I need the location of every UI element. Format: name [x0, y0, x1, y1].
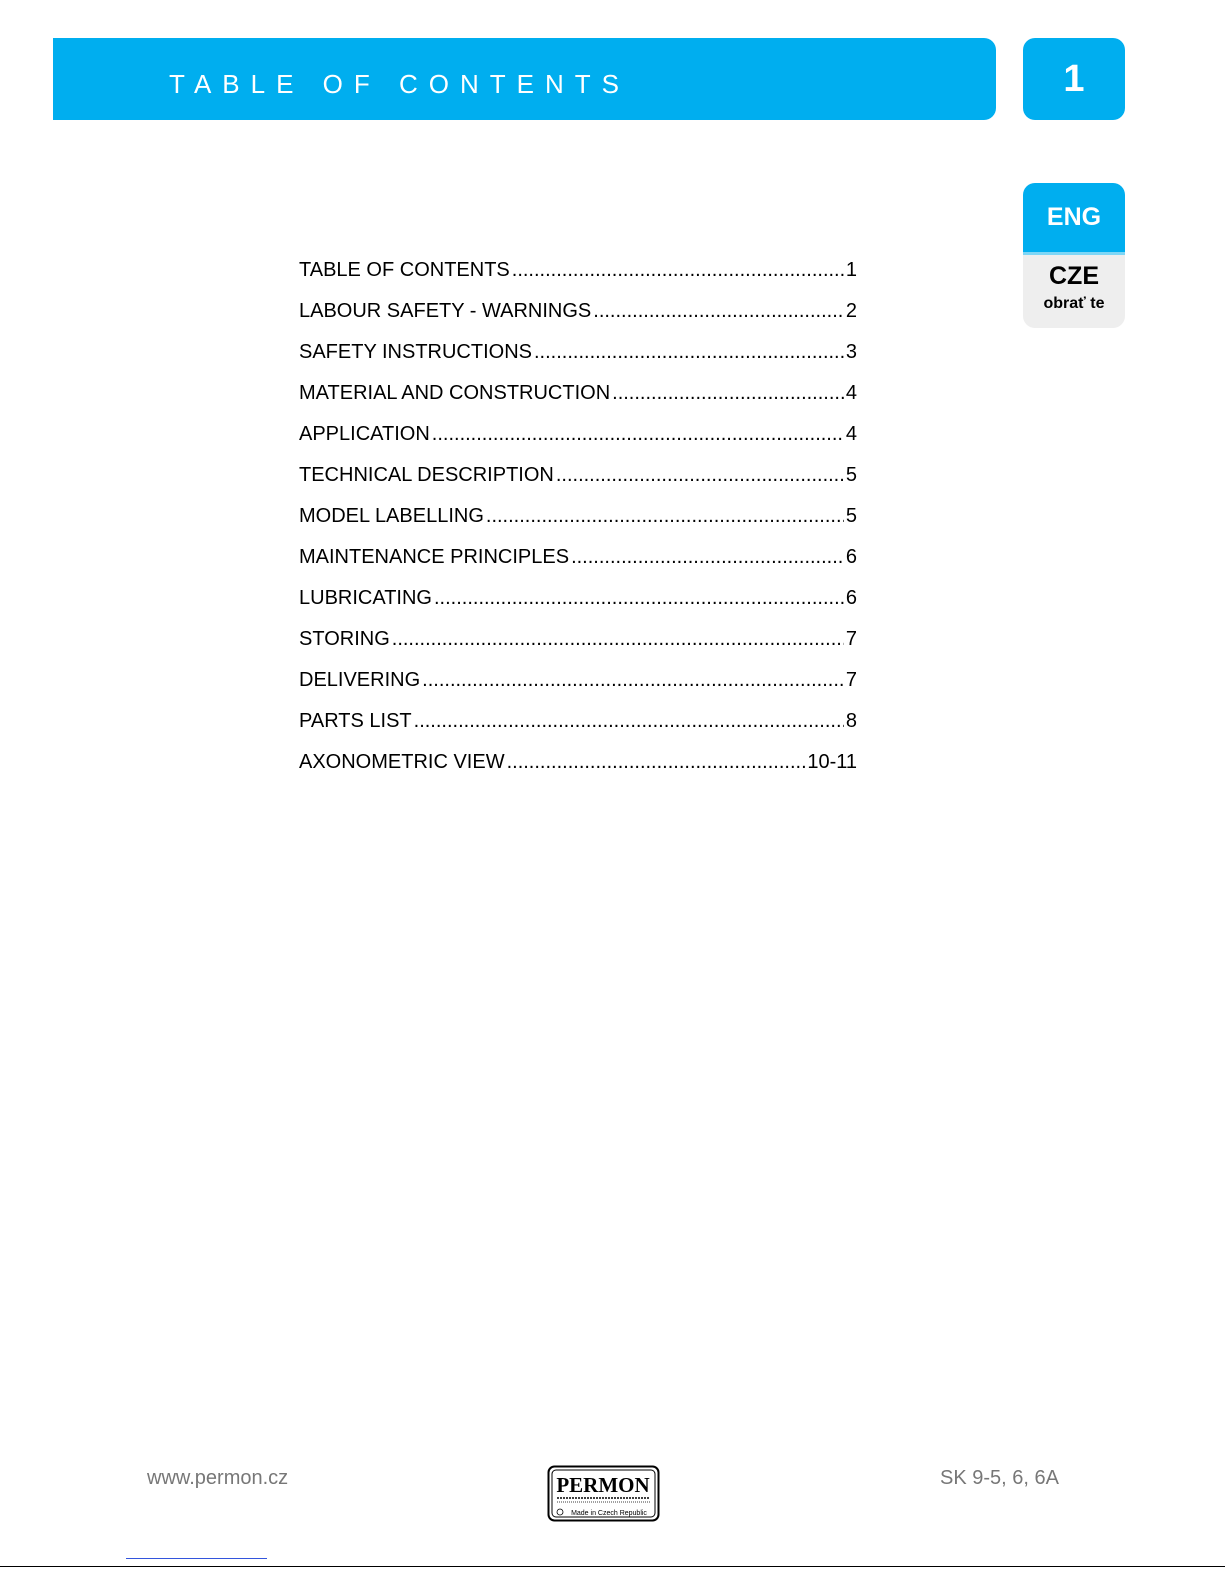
toc-entry-label: DELIVERING [299, 669, 421, 691]
toc-entry-label: SAFETY INSTRUCTIONS [299, 341, 532, 363]
toc-leader-dots [392, 628, 844, 651]
toc-entry[interactable] [299, 341, 857, 382]
language-cze-hint: obrať te [1043, 295, 1105, 312]
toc-entry-page: 6 [845, 587, 857, 609]
toc-entry-page: 10-11 [807, 751, 857, 773]
toc-entry-label: APPLICATION [299, 423, 430, 445]
toc-entry[interactable] [299, 546, 857, 587]
logo-made-in: Made in Czech Republic [571, 1510, 647, 1517]
toc-entry-label: AXONOMETRIC VIEW [299, 751, 505, 773]
toc-entry[interactable] [299, 423, 857, 464]
toc-leader-dots [486, 505, 844, 528]
toc-entry-page: 2 [845, 300, 857, 322]
toc-entry[interactable] [299, 751, 857, 792]
toc-entry-page: 5 [845, 505, 857, 527]
toc-leader-dots [556, 464, 844, 487]
toc-entry-page: 5 [845, 464, 857, 486]
header-bar [53, 38, 996, 120]
toc-entry-label: PARTS LIST [299, 710, 412, 732]
toc-entry[interactable] [299, 710, 857, 751]
page-number-badge: 1 [1023, 38, 1125, 120]
toc-entry-label: MAINTENANCE PRINCIPLES [299, 546, 570, 568]
language-switcher [1023, 183, 1125, 328]
toc-entry[interactable] [299, 669, 857, 710]
footer-model-code: SK 9-5, 6, 6A [940, 1467, 1059, 1489]
toc-entry-label: TABLE OF CONTENTS [299, 259, 510, 281]
page-title: TABLE OF CONTENTS [169, 69, 630, 99]
toc-entry-page: 4 [845, 423, 857, 445]
toc-entry-label: LABOUR SAFETY - WARNINGS [299, 300, 592, 322]
toc-entry-page: 7 [845, 669, 857, 691]
toc-entry[interactable] [299, 587, 857, 628]
toc-leader-dots [571, 546, 844, 569]
toc-entry[interactable] [299, 259, 857, 300]
toc-entry[interactable] [299, 464, 857, 505]
toc-entry-page: 7 [845, 628, 857, 650]
toc-leader-dots [507, 751, 806, 774]
page-bottom-rule [0, 1566, 1225, 1567]
toc-leader-dots [422, 669, 844, 692]
toc-leader-dots [534, 341, 844, 364]
footer-website-link[interactable]: www.permon.cz [147, 1467, 289, 1489]
language-cze-tab[interactable]: CZE [1049, 262, 1099, 290]
toc-entry[interactable] [299, 505, 857, 546]
toc-entry-page: 6 [845, 546, 857, 568]
toc-leader-dots [593, 300, 844, 323]
toc-entry[interactable] [299, 300, 857, 341]
language-eng-tab[interactable]: ENG [1023, 183, 1125, 255]
toc-leader-dots [434, 587, 844, 610]
table-of-contents [299, 259, 857, 792]
toc-entry-label: LUBRICATING [299, 587, 432, 609]
toc-entry-page: 4 [845, 382, 857, 404]
permon-logo [547, 1465, 660, 1522]
toc-leader-dots [414, 710, 844, 733]
toc-leader-dots [432, 423, 844, 446]
toc-leader-dots [512, 259, 844, 282]
logo-wordmark: PERMON [556, 1473, 650, 1497]
toc-entry[interactable] [299, 628, 857, 669]
toc-entry-page: 1 [845, 259, 857, 281]
toc-entry-page: 3 [845, 341, 857, 363]
toc-entry-page: 8 [845, 710, 857, 732]
toc-entry[interactable] [299, 382, 857, 423]
toc-entry-label: STORING [299, 628, 390, 650]
toc-leader-dots [612, 382, 844, 405]
toc-entry-label: MATERIAL AND CONSTRUCTION [299, 382, 611, 404]
footer-link-underline [126, 1558, 267, 1559]
toc-entry-label: TECHNICAL DESCRIPTION [299, 464, 554, 486]
toc-entry-label: MODEL LABELLING [299, 505, 484, 527]
